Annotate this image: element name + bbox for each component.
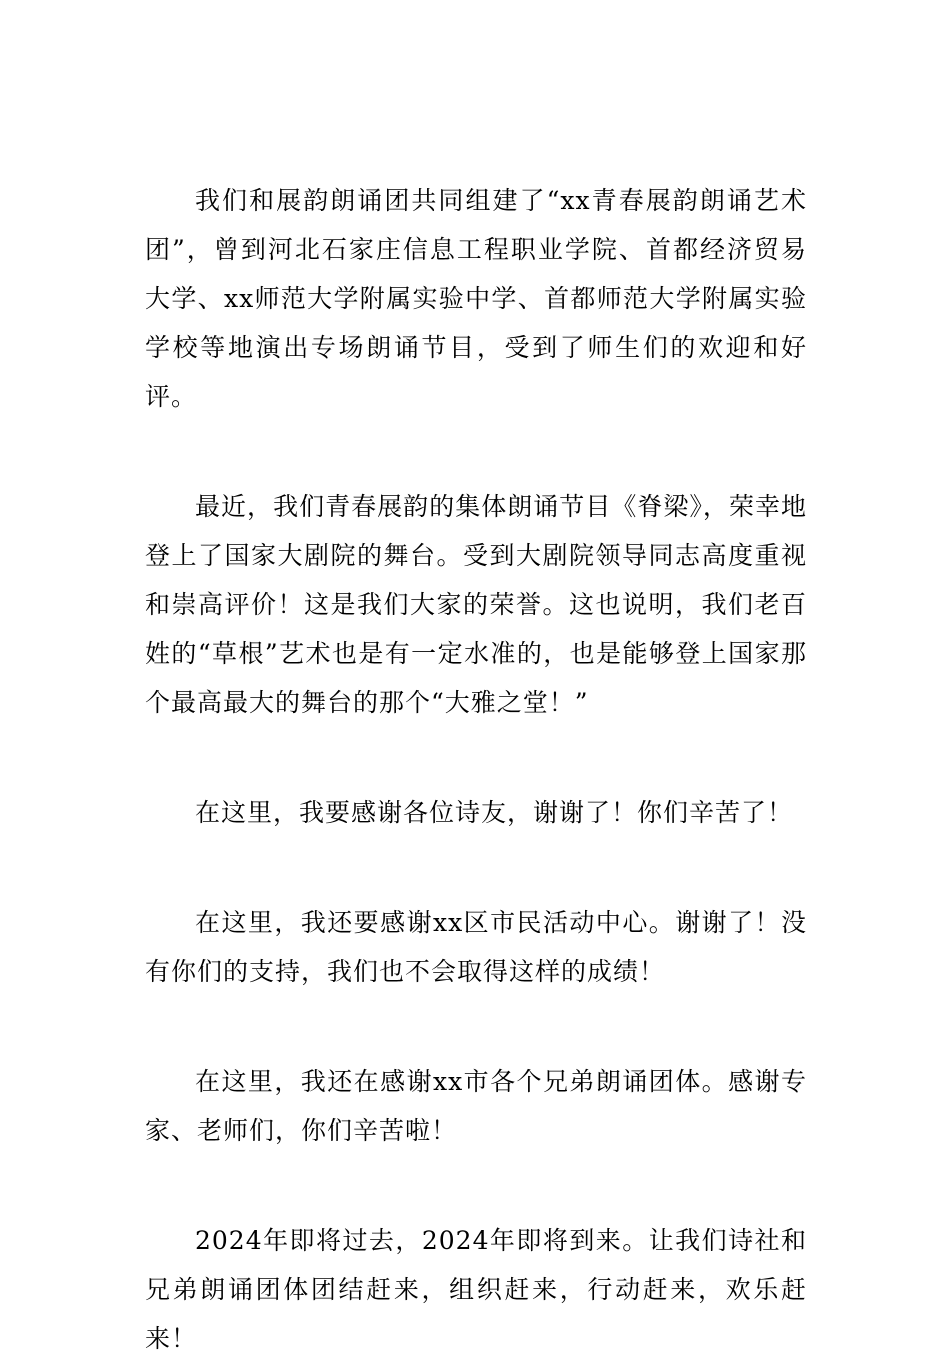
paragraph-5: 在这里，我还在感谢xx市各个兄弟朗诵团体。感谢专家、老师们，你们辛苦啦！ xyxy=(145,1067,807,1145)
paragraph-4: 在这里，我还要感谢xx区市民活动中心。谢谢了！没有你们的支持，我们也不会取得这样的成绩！ xyxy=(145,908,807,986)
paragraph-3: 在这里，我要感谢各位诗友，谢谢了！你们辛苦了！ xyxy=(195,798,794,827)
document-body xyxy=(145,176,807,1363)
paragraph-2: 最近，我们青春展韵的集体朗诵节目《脊梁》，荣幸地登上了国家大剧院的舞台。受到大剧院领导同志高度重视和崇高评价！这是我们大家的荣誉。这也说明，我们老百姓的“草根”艺术也是有一定水准的，也是能够登上国家那个最高最大的舞台的那个“大雅之堂！” xyxy=(145,492,807,717)
paragraph-1: 我们和展韵朗诵团共同组建了“xx青春展韵朗诵艺术团”，曾到河北石家庄信息工程职业学院、首都经济贸易大学、xx师范大学附属实验中学、首都师范大学附属实验学校等地演出专场朗诵节目，受到了师生们的欢迎和好评。 xyxy=(145,186,807,411)
paragraph-6: 2024年即将过去，2024年即将到来。让我们诗社和兄弟朗诵团体团结赶来，组织赶来，行动赶来，欢乐赶来！ xyxy=(145,1226,807,1353)
